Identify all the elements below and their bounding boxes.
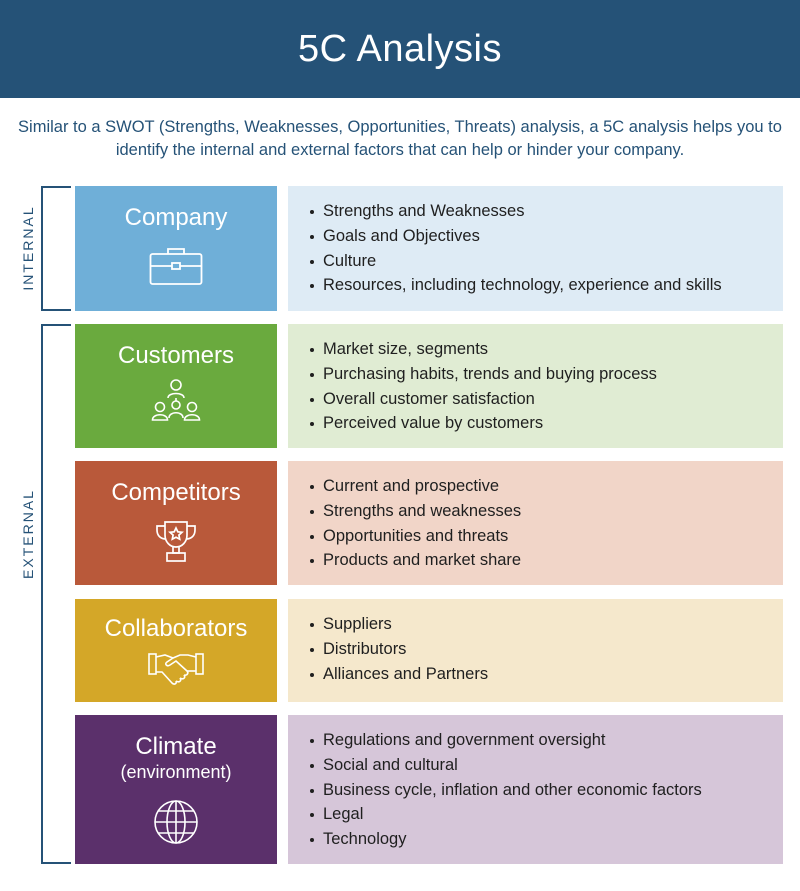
tile-company bbox=[75, 186, 277, 311]
list-item: Goals and Objectives bbox=[308, 224, 765, 249]
list-item: Suppliers bbox=[308, 612, 765, 637]
external-label: EXTERNAL bbox=[20, 489, 36, 579]
tile-competitors bbox=[75, 461, 277, 585]
internal-bracket bbox=[41, 186, 71, 311]
intro-text: Similar to a SWOT (Strengths, Weaknesses, Opportunities, Threats) analysis, a 5C analysis helps you to identify the internal and external factors that can help or hinder your company. bbox=[18, 118, 782, 159]
briefcase-icon bbox=[149, 246, 203, 291]
globe-icon bbox=[153, 799, 199, 850]
tile-title: Collaborators bbox=[104, 615, 248, 642]
tile-customers bbox=[75, 324, 277, 448]
list-item: Business cycle, inflation and other economic factors bbox=[308, 778, 765, 803]
list-item: Social and cultural bbox=[308, 753, 765, 778]
list-item: Market size, segments bbox=[308, 337, 765, 362]
tile-climate bbox=[75, 715, 277, 864]
section-customers bbox=[75, 324, 783, 448]
section-climate bbox=[75, 715, 783, 864]
tile-title: Climate bbox=[135, 733, 217, 760]
list-item: Culture bbox=[308, 249, 765, 274]
people-network-icon bbox=[151, 378, 201, 427]
tile-title: Company bbox=[124, 204, 228, 231]
list-item: Opportunities and threats bbox=[308, 524, 765, 549]
tile-title: Customers bbox=[117, 342, 235, 369]
list-climate bbox=[288, 715, 783, 864]
list-item: Legal bbox=[308, 802, 765, 827]
tile-title: Competitors bbox=[111, 479, 241, 506]
list-item: Purchasing habits, trends and buying process bbox=[308, 362, 765, 387]
list-customers bbox=[288, 324, 783, 448]
list-collaborators bbox=[288, 599, 783, 702]
handshake-icon bbox=[148, 649, 204, 692]
external-bracket bbox=[41, 324, 71, 864]
trophy-icon bbox=[153, 519, 199, 570]
list-item: Alliances and Partners bbox=[308, 662, 765, 687]
tile-subtitle: (environment) bbox=[120, 762, 232, 782]
section-competitors bbox=[75, 461, 783, 585]
list-item: Perceived value by customers bbox=[308, 411, 765, 436]
list-item: Overall customer satisfaction bbox=[308, 387, 765, 412]
list-item: Distributors bbox=[308, 637, 765, 662]
internal-label: INTERNAL bbox=[20, 205, 36, 291]
list-item: Products and market share bbox=[308, 548, 765, 573]
list-item: Strengths and Weaknesses bbox=[308, 199, 765, 224]
section-company bbox=[75, 186, 783, 311]
header-banner bbox=[0, 0, 800, 98]
list-item: Resources, including technology, experience and skills bbox=[308, 273, 765, 298]
list-item: Strengths and weaknesses bbox=[308, 499, 765, 524]
list-company bbox=[288, 186, 783, 311]
page-title: 5C Analysis bbox=[297, 27, 503, 70]
list-competitors bbox=[288, 461, 783, 585]
list-item: Technology bbox=[308, 827, 765, 852]
tile-collaborators bbox=[75, 599, 277, 702]
list-item: Current and prospective bbox=[308, 474, 765, 499]
list-item: Regulations and government oversight bbox=[308, 728, 765, 753]
section-collaborators bbox=[75, 599, 783, 702]
